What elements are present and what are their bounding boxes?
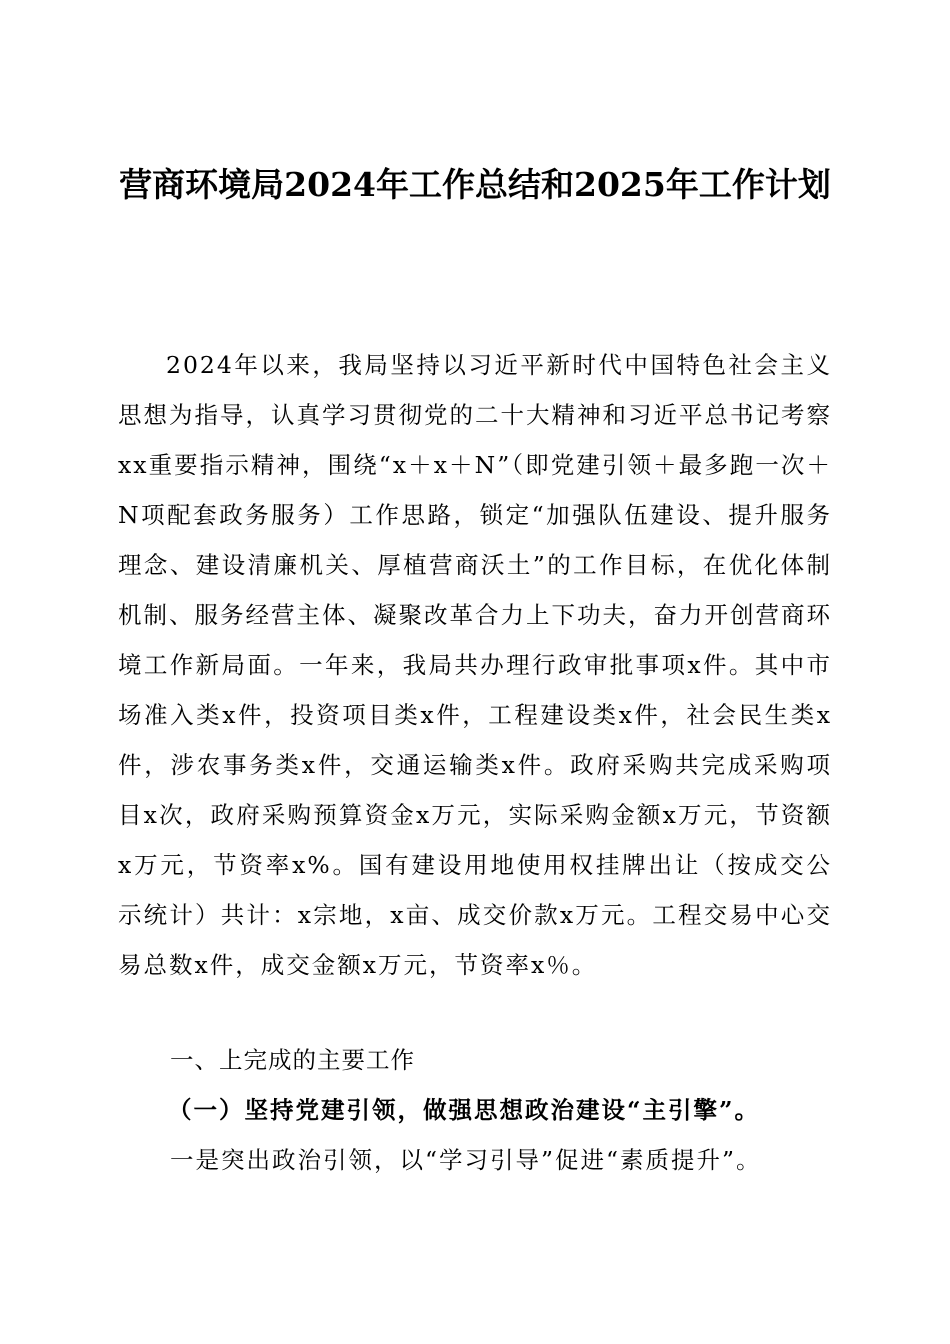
section-heading: 一、上完成的主要工作 <box>170 1046 415 1074</box>
document-title: 营商环境局2024年工作总结和2025年工作计划 <box>119 165 831 204</box>
subsection-paragraph: 一是突出政治引领，以“学习引导”促进“素质提升”。 <box>170 1146 762 1174</box>
subsection-heading: （一）坚持党建引领，做强思想政治建设“主引擎”。 <box>168 1096 761 1124</box>
intro-paragraph: 2024年以来，我局坚持以习近平新时代中国特色社会主义思想为指导，认真学习贯彻党的二十大精神和习近平总书记考察xx重要指示精神，围绕“x＋x＋N”（即党建引领＋最多跑一次＋N项配套政务服务）工作思路，锁定“加强队伍建设、提升服务理念、建设清廉机关、厚植营商沃土”的工作目标，在优化体制机制、服务经营主体、凝聚改革合力上下功夫，奋力开创营商环境工作新局面。一年来，我局共办理行政审批事项x件。其中市场准入类x件，投资项目类x件，工程建设类x件，社会民生类x件，涉农事务类x件，交通运输类x件。政府采购共完成采购项目x次，政府采购预算资金x万元，实际采购金额x万元，节资额x万元，节资率x%。国有建设用地使用权挂牌出让（按成交公示统计）共计：x宗地，x亩、成交价款x万元。工程交易中心交易总数x件，成交金额x万元，节资率x％。 <box>118 351 832 979</box>
